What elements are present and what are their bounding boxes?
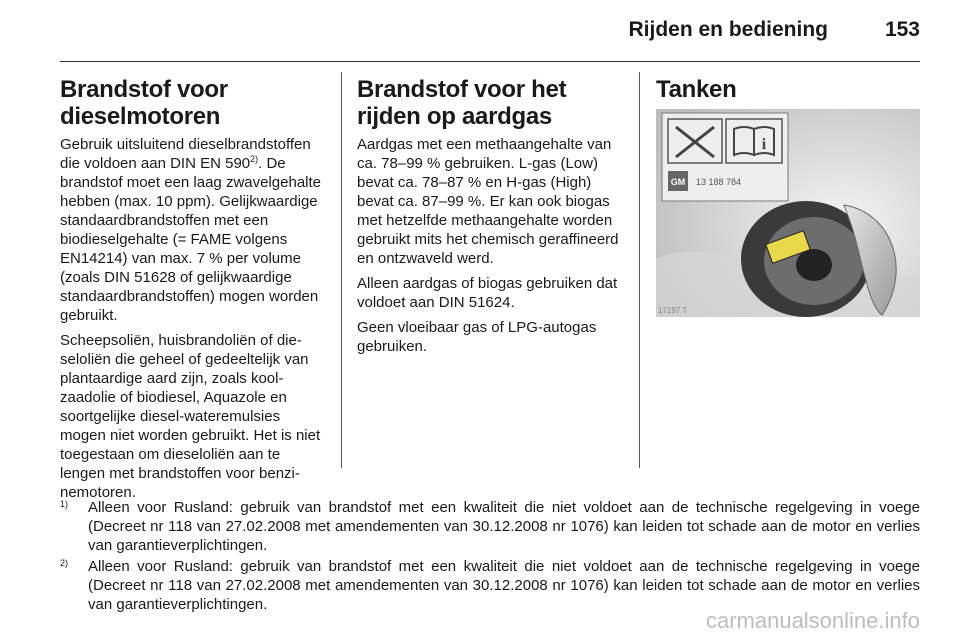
fuel-filler-illustration <box>656 109 920 317</box>
header-title: Rijden en bediening <box>628 18 828 41</box>
footnote <box>60 498 920 555</box>
section-heading-diesel: Brandstof voor dieselmotoren <box>60 76 228 130</box>
footnote-reference[interactable]: 2) <box>250 154 259 164</box>
info-icon: i <box>761 136 767 153</box>
fuel-filler-figure <box>656 109 920 317</box>
figure-code: 17197 T <box>658 306 688 315</box>
page-number: 153 <box>884 18 920 41</box>
header-divider <box>60 61 920 62</box>
section-natural-gas-fuel <box>357 76 625 362</box>
paragraph: Geen vloeibaar gas of LPG-autogas gebruiken. <box>357 319 597 355</box>
section-heading-natural-gas: Brandstof voor het rijden op aardgas <box>357 76 567 130</box>
watermark: carmanualsonline.info <box>705 608 920 633</box>
label-part-number: 13 188 784 <box>696 177 742 187</box>
footnote-marker: 2) <box>60 558 69 568</box>
footnote <box>60 557 920 614</box>
paragraph <box>60 135 326 325</box>
paragraph: Aardgas met een methaangehalte van ca. 78–99 % gebruiken. L-gas (Low) bevat ca. 78–87 % en H-gas (High) bevat ca. 87–99 %. Er kan ook biogas met hetzelfde methaangehalte worden gebruikt mits het chemisch geraffineerd en ontzwaveld werd. <box>357 136 619 267</box>
paragraph: Scheepsoliën, huisbrandoliën of dieseloliën die geheel of gedeeltelijk van plantaardige aard zijn, zoals koolzaadolie of biodiesel, Aquazole en soortgelijke diesel-wateremulsies mogen niet worden gebruikt. Het is niet toegestaan om dieseloliën aan te lengen met brandstoffen voor benzinemotoren. <box>60 332 321 501</box>
footnote-text: Alleen voor Rusland: gebruik van brandstof met een kwaliteit die niet voldoet aan de technische regelgeving in voege (Decreet nr 118 van 27.02.2008 met amendementen van 30.12.2008 nr 1076) kan leiden tot schade aan de motor en verlies van garantieverplichtingen. <box>88 558 920 613</box>
section-diesel-fuel <box>60 76 326 508</box>
gm-logo-text: GM <box>670 177 686 187</box>
section-refueling <box>656 76 920 317</box>
paragraph: Alleen aardgas of biogas gebruiken dat voldoet aan DIN 51624. <box>357 275 618 311</box>
footnotes <box>60 498 920 616</box>
filler-neck <box>796 249 832 281</box>
paragraph-text: Gebruik uitsluitend dieselbrandstoffen die voldoen aan DIN EN 590 <box>60 136 311 172</box>
paragraph-text: . De brandstof moet een laag zwavelgehalte hebben (max. 10 ppm). Gelijkwaardige standaardbrandstoffen met een biodieselgehalte (= FAME volgens EN14214) van max. 7 % per volume (zoals DIN 51628 of gelijkwaardige standaardbrandstoffen) mogen worden gebruikt. <box>60 155 322 324</box>
section-heading-refueling: Tanken <box>656 76 737 103</box>
footnote-text: Alleen voor Rusland: gebruik van brandstof met een kwaliteit die niet voldoet aan de technische regelgeving in voege (Decreet nr 118 van 27.02.2008 met amendementen van 30.12.2008 nr 1076) kan leiden tot schade aan de motor en verlies van garantieverplichtingen. <box>88 499 920 554</box>
column-divider-2 <box>639 72 640 468</box>
footnote-marker: 1) <box>60 499 69 509</box>
column-divider-1 <box>341 72 342 468</box>
